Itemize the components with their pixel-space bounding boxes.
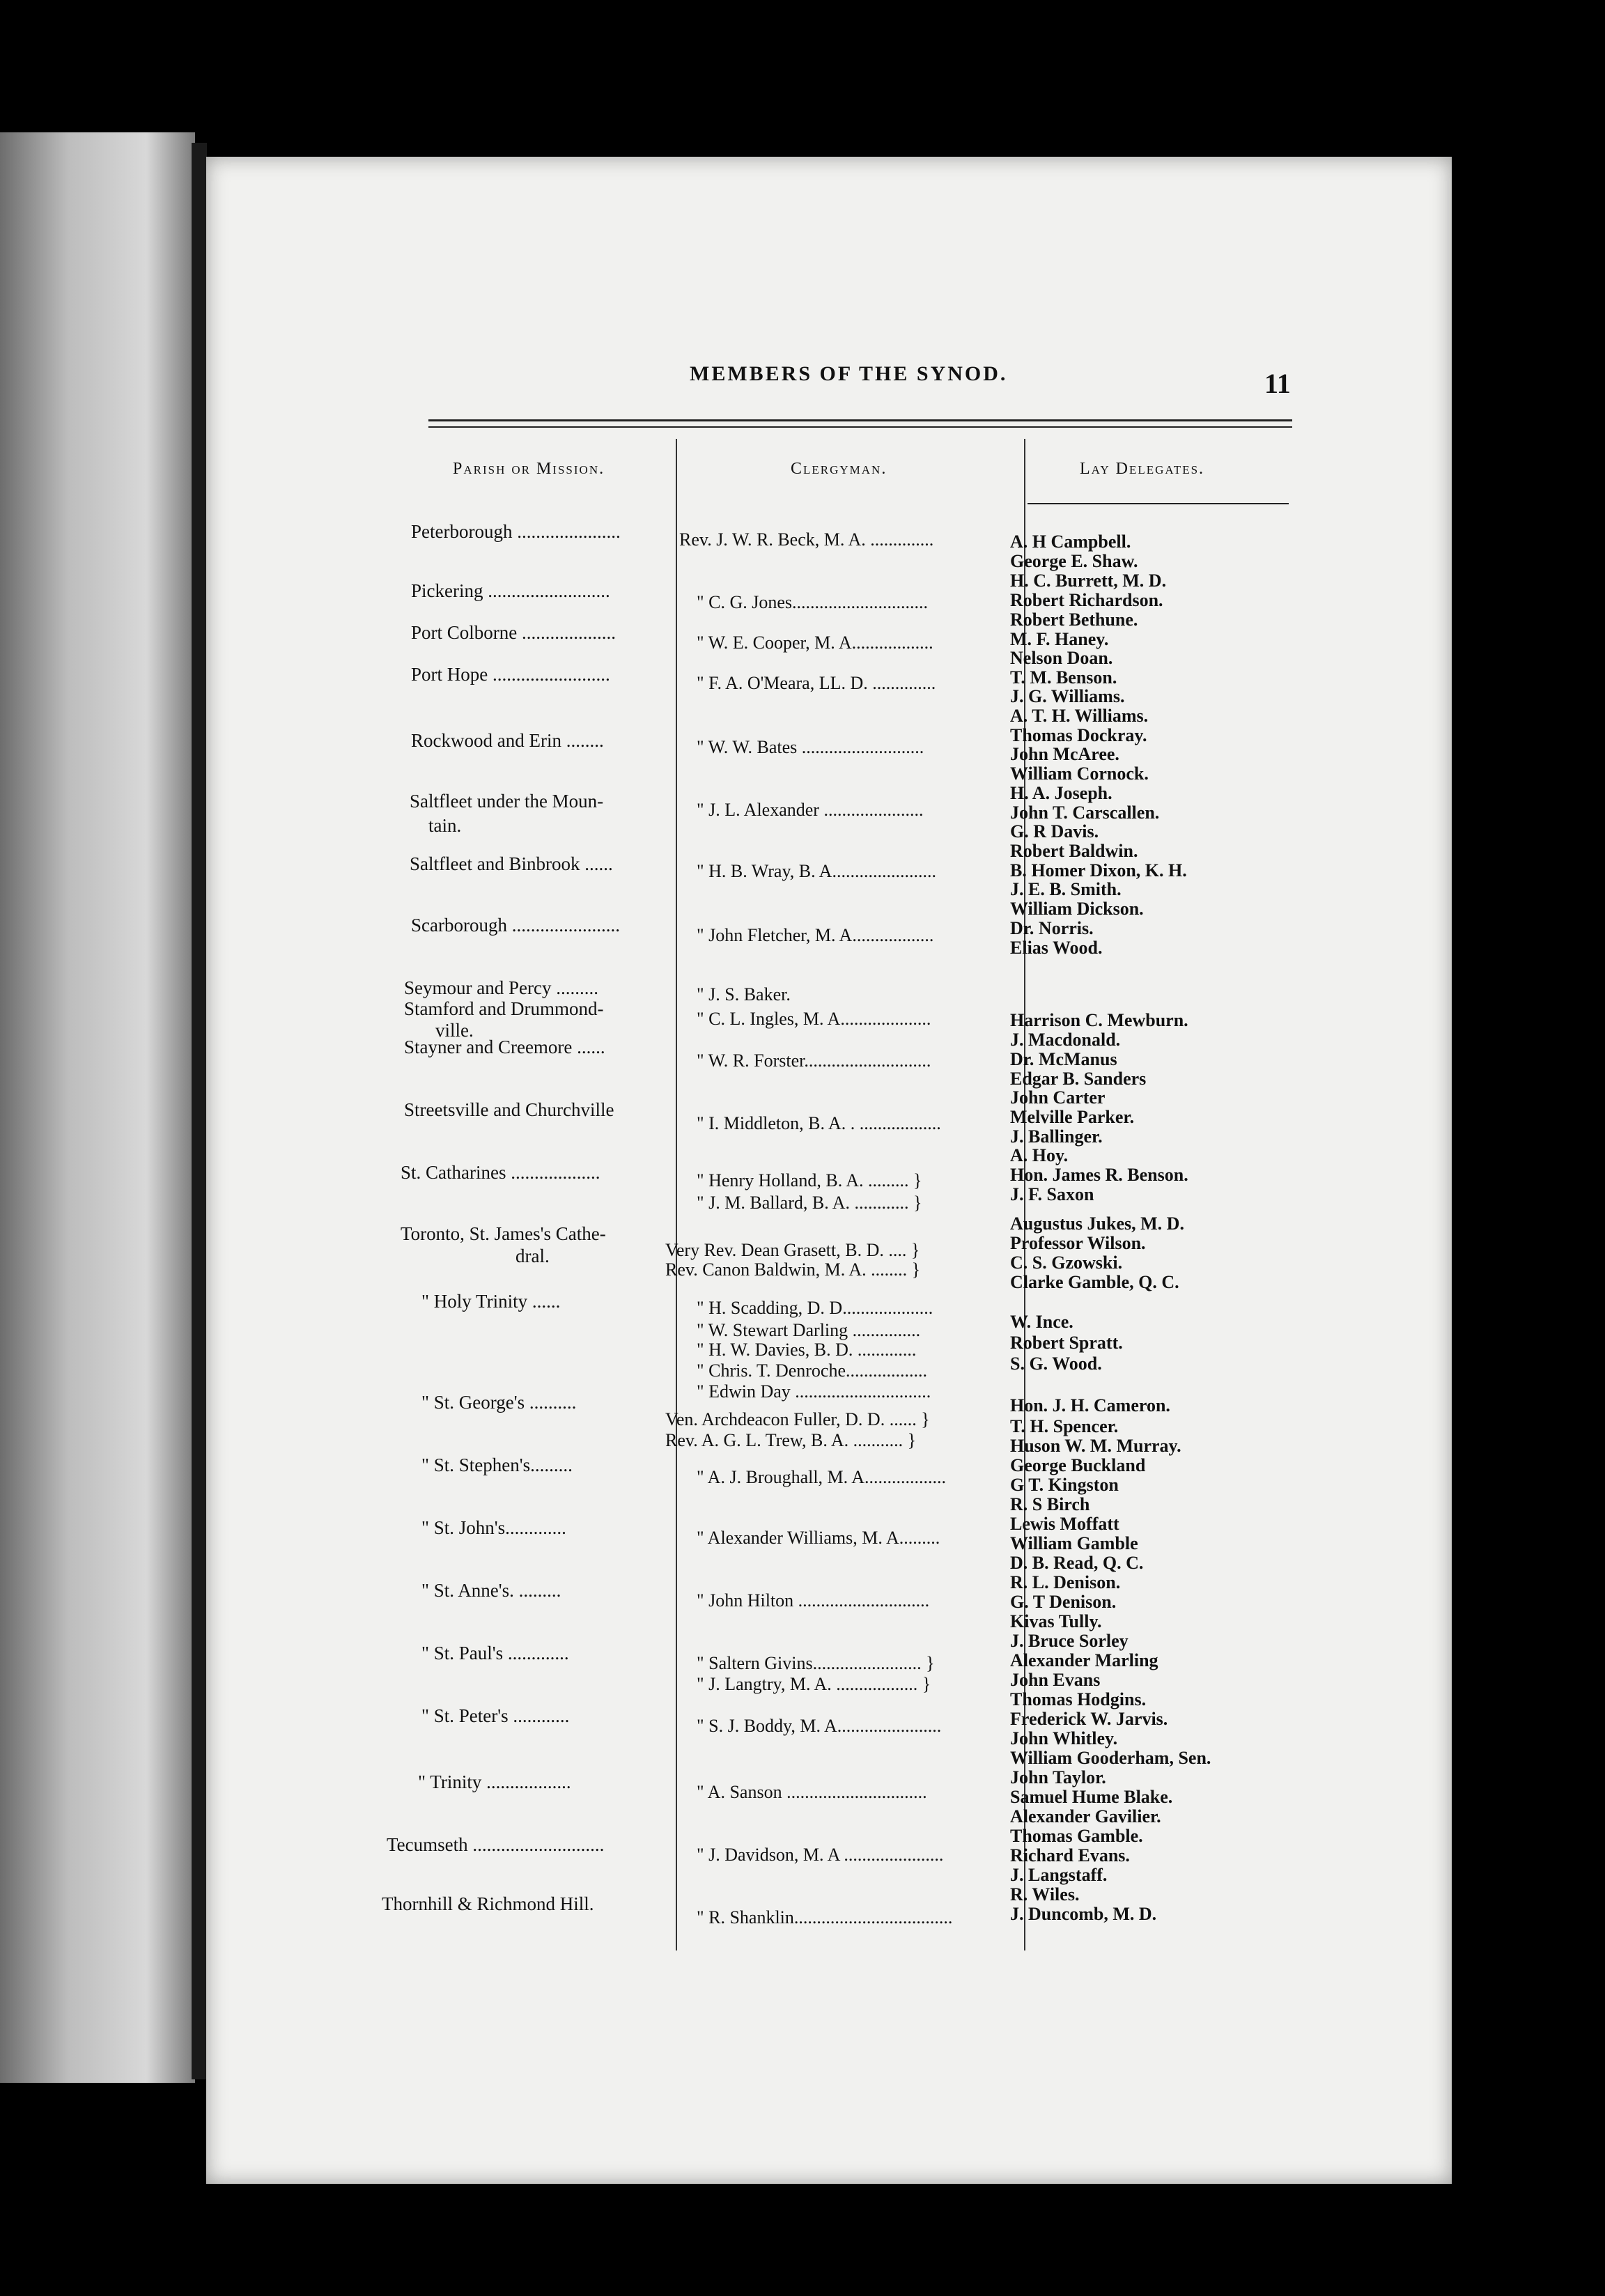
clergy-entry: " R. Shanklin................................... — [697, 1907, 953, 1927]
lay-delegate-entry: G. T Denison. — [1010, 1592, 1117, 1612]
parish-entry: " St. John's............. — [421, 1517, 566, 1538]
lay-delegate-entry: J. F. Saxon — [1010, 1184, 1094, 1204]
parish-entry: " St. Paul's ............. — [421, 1643, 569, 1663]
lay-delegate-entry: C. S. Gzowski. — [1010, 1252, 1123, 1273]
parish-entry: " Holy Trinity ...... — [421, 1291, 561, 1312]
lay-delegate-entry: Alexander Marling — [1010, 1650, 1158, 1670]
lay-delegate-entry: R. L. Denison. — [1010, 1572, 1121, 1592]
parish-entry: Pickering .......................... — [411, 580, 610, 601]
clergy-entry: " Edwin Day .............................. — [697, 1381, 931, 1402]
lay-delegate-entry: Richard Evans. — [1010, 1845, 1130, 1866]
lay-delegate-entry: J. Langstaff. — [1010, 1865, 1108, 1885]
lay-delegate-entry: William Gamble — [1010, 1533, 1138, 1553]
lay-delegate-entry: William Dickson. — [1010, 899, 1144, 919]
clergy-entry: " J. L. Alexander ...................... — [697, 800, 924, 820]
clergy-entry: " A. J. Broughall, M. A.................. — [697, 1467, 947, 1487]
lay-delegate-entry: Harrison C. Mewburn. — [1010, 1010, 1188, 1030]
parish-entry: Streetsville and Churchville — [404, 1099, 614, 1120]
parish-entry: Tecumseth ............................ — [387, 1834, 605, 1855]
lay-delegate-entry: G T. Kingston — [1010, 1475, 1119, 1495]
lay-delegate-entry: Elias Wood. — [1010, 938, 1103, 958]
left-page-edge — [0, 132, 195, 2083]
lay-delegate-entry: Thomas Hodgins. — [1010, 1689, 1147, 1709]
lay-delegate-entry: G. R Davis. — [1010, 821, 1099, 841]
parish-entry: Scarborough ....................... — [411, 915, 620, 936]
lay-delegate-entry: John Taylor. — [1010, 1767, 1106, 1787]
column-header-lay: Lay Delegates. — [1080, 460, 1205, 478]
page-title: MEMBERS OF THE SYNOD. — [690, 362, 1008, 385]
clergy-entry: " W. W. Bates ........................... — [697, 737, 924, 757]
lay-delegate-entry: J. G. Williams. — [1010, 686, 1125, 706]
clergy-entry: Rev. Canon Baldwin, M. A. ........ } — [665, 1259, 921, 1280]
lay-delegate-entry: Thomas Gamble. — [1010, 1826, 1143, 1846]
lay-delegate-entry: Professor Wilson. — [1010, 1233, 1146, 1253]
parish-entry: St. Catharines ................... — [401, 1162, 600, 1183]
lay-delegate-entry: J. Macdonald. — [1010, 1030, 1121, 1050]
lay-delegate-entry: Hon. James R. Benson. — [1010, 1165, 1188, 1185]
lay-delegate-entry: S. G. Wood. — [1010, 1353, 1102, 1374]
clergy-entry: " J. S. Baker. — [697, 984, 791, 1004]
lay-delegate-entry: Dr. Norris. — [1010, 918, 1094, 938]
clergy-entry: " W. E. Cooper, M. A.................. — [697, 633, 933, 653]
column-header-clergy: Clergyman. — [791, 460, 887, 478]
book-gutter — [192, 143, 207, 2079]
lay-header-rule — [1028, 503, 1289, 504]
clergy-entry: " F. A. O'Meara, LL. D. .............. — [697, 673, 936, 693]
lay-delegate-entry: H. A. Joseph. — [1010, 783, 1112, 803]
header-rule-thin — [428, 426, 1292, 428]
parish-entry: Stayner and Creemore ...... — [404, 1037, 605, 1057]
clergy-entry: " Alexander Williams, M. A......... — [697, 1528, 940, 1548]
lay-delegate-entry: Kivas Tully. — [1010, 1611, 1102, 1631]
clergy-entry: " John Hilton ............................. — [697, 1590, 930, 1611]
lay-delegate-entry: Robert Bethune. — [1010, 610, 1138, 630]
parish-entry: ville. — [435, 1020, 474, 1041]
lay-delegate-entry: Nelson Doan. — [1010, 648, 1113, 668]
parish-entry: " Trinity .................. — [418, 1771, 571, 1792]
column-divider — [676, 439, 677, 1950]
lay-delegate-entry: D. B. Read, Q. C. — [1010, 1553, 1144, 1573]
clergy-entry: " Saltern Givins........................ } — [697, 1653, 935, 1673]
parish-entry: Port Colborne .................... — [411, 622, 616, 643]
column-header-parish: Parish or Mission. — [453, 460, 605, 478]
parish-entry: Seymour and Percy ......... — [404, 977, 598, 998]
lay-delegate-entry: George Buckland — [1010, 1455, 1146, 1475]
parish-entry: dral. — [515, 1246, 550, 1266]
parish-entry: Saltfleet under the Moun- — [410, 791, 604, 812]
parish-entry: Saltfleet and Binbrook ...... — [410, 853, 613, 874]
lay-delegate-entry: John Carter — [1010, 1087, 1106, 1108]
lay-delegate-entry: Hon. J. H. Cameron. — [1010, 1395, 1170, 1415]
clergy-entry: " W. R. Forster............................ — [697, 1050, 931, 1071]
lay-delegate-entry: T. H. Spencer. — [1010, 1416, 1119, 1436]
lay-delegate-entry: R. Wiles. — [1010, 1884, 1080, 1905]
clergy-entry: Ven. Archdeacon Fuller, D. D. ...... } — [665, 1409, 930, 1429]
lay-delegate-entry: J. E. B. Smith. — [1010, 879, 1122, 899]
lay-delegate-entry: Frederick W. Jarvis. — [1010, 1709, 1168, 1729]
lay-delegate-entry: W. Ince. — [1010, 1312, 1073, 1332]
clergy-entry: " J. M. Ballard, B. A. ............ } — [697, 1193, 922, 1213]
clergy-entry: " H. W. Davies, B. D. ............. — [697, 1340, 917, 1360]
lay-delegate-entry: A. H Campbell. — [1010, 532, 1131, 552]
clergy-entry: " A. Sanson ............................... — [697, 1782, 927, 1802]
clergy-entry: " S. J. Boddy, M. A....................... — [697, 1716, 942, 1736]
parish-entry: Port Hope ......................... — [411, 664, 610, 685]
clergy-entry: " J. Langtry, M. A. .................. } — [697, 1674, 931, 1694]
parish-entry: Rockwood and Erin ........ — [411, 730, 604, 751]
lay-delegate-entry: Clarke Gamble, Q. C. — [1010, 1272, 1179, 1292]
lay-delegate-entry: John T. Carscallen. — [1010, 802, 1160, 823]
lay-delegate-entry: Huson W. M. Murray. — [1010, 1436, 1181, 1456]
parish-entry: " St. George's .......... — [421, 1392, 577, 1413]
lay-delegate-entry: T. M. Benson. — [1010, 667, 1117, 688]
lay-delegate-entry: J. Bruce Sorley — [1010, 1631, 1129, 1651]
clergy-entry: " John Fletcher, M. A.................. — [697, 925, 934, 945]
clergy-entry: Very Rev. Dean Grasett, B. D. .... } — [665, 1240, 920, 1260]
parish-entry: " St. Anne's. ......... — [421, 1580, 561, 1601]
lay-delegate-entry: Edgar B. Sanders — [1010, 1069, 1147, 1089]
clergy-entry: " J. Davidson, M. A ...................... — [697, 1845, 944, 1865]
clergy-entry: " I. Middleton, B. A. . .................. — [697, 1113, 941, 1133]
lay-delegate-entry: Lewis Moffatt — [1010, 1514, 1119, 1534]
clergy-entry: " Chris. T. Denroche.................. — [697, 1360, 927, 1381]
clergy-entry: " C. L. Ingles, M. A.................... — [697, 1009, 931, 1029]
parish-entry: " St. Peter's ............ — [421, 1705, 570, 1726]
lay-delegate-entry: John McAree. — [1010, 744, 1119, 764]
parish-entry: Thornhill & Richmond Hill. — [382, 1893, 594, 1914]
parish-entry: " St. Stephen's......... — [421, 1455, 573, 1475]
lay-delegate-entry: Thomas Dockray. — [1010, 725, 1147, 745]
parish-entry: Peterborough ...................... — [411, 521, 621, 542]
clergy-entry: " W. Stewart Darling ............... — [697, 1320, 921, 1340]
lay-delegate-entry: A. Hoy. — [1010, 1145, 1069, 1165]
parish-entry: Stamford and Drummond- — [404, 998, 604, 1019]
clergy-entry: " H. B. Wray, B. A....................... — [697, 861, 936, 881]
lay-delegate-entry: John Evans — [1010, 1670, 1101, 1690]
clergy-entry: " H. Scadding, D. D.................... — [697, 1298, 933, 1318]
lay-delegate-entry: Robert Spratt. — [1010, 1333, 1123, 1353]
lay-delegate-entry: M. F. Haney. — [1010, 629, 1109, 649]
parish-entry: tain. — [428, 815, 462, 836]
lay-delegate-entry: Robert Richardson. — [1010, 590, 1163, 610]
clergy-entry: Rev. A. G. L. Trew, B. A. ........... } — [665, 1430, 917, 1450]
lay-delegate-entry: William Cornock. — [1010, 763, 1149, 784]
lay-delegate-entry: Dr. McManus — [1010, 1049, 1117, 1069]
lay-delegate-entry: Alexander Gavilier. — [1010, 1806, 1161, 1826]
parish-entry: Toronto, St. James's Cathe- — [401, 1223, 606, 1244]
lay-delegate-entry: J. Ballinger. — [1010, 1126, 1103, 1147]
lay-delegate-entry: J. Duncomb, M. D. — [1010, 1904, 1157, 1924]
clergy-entry: Rev. J. W. R. Beck, M. A. .............. — [679, 529, 934, 550]
lay-delegate-entry: B. Homer Dixon, K. H. — [1010, 860, 1187, 881]
page-number: 11 — [1264, 368, 1291, 399]
lay-delegate-entry: Samuel Hume Blake. — [1010, 1787, 1173, 1807]
lay-delegate-entry: Melville Parker. — [1010, 1107, 1135, 1127]
lay-delegate-entry: R. S Birch — [1010, 1494, 1090, 1514]
lay-delegate-entry: George E. Shaw. — [1010, 551, 1138, 571]
lay-delegate-entry: William Gooderham, Sen. — [1010, 1748, 1211, 1768]
lay-delegate-entry: John Whitley. — [1010, 1728, 1118, 1748]
lay-delegate-entry: Augustus Jukes, M. D. — [1010, 1213, 1184, 1234]
lay-delegate-entry: A. T. H. Williams. — [1010, 706, 1149, 726]
lay-delegate-entry: Robert Baldwin. — [1010, 841, 1138, 861]
header-rule — [428, 419, 1292, 421]
clergy-entry: " C. G. Jones.............................. — [697, 592, 929, 612]
clergy-entry: " Henry Holland, B. A. ......... } — [697, 1170, 922, 1190]
lay-delegate-entry: H. C. Burrett, M. D. — [1010, 571, 1167, 591]
